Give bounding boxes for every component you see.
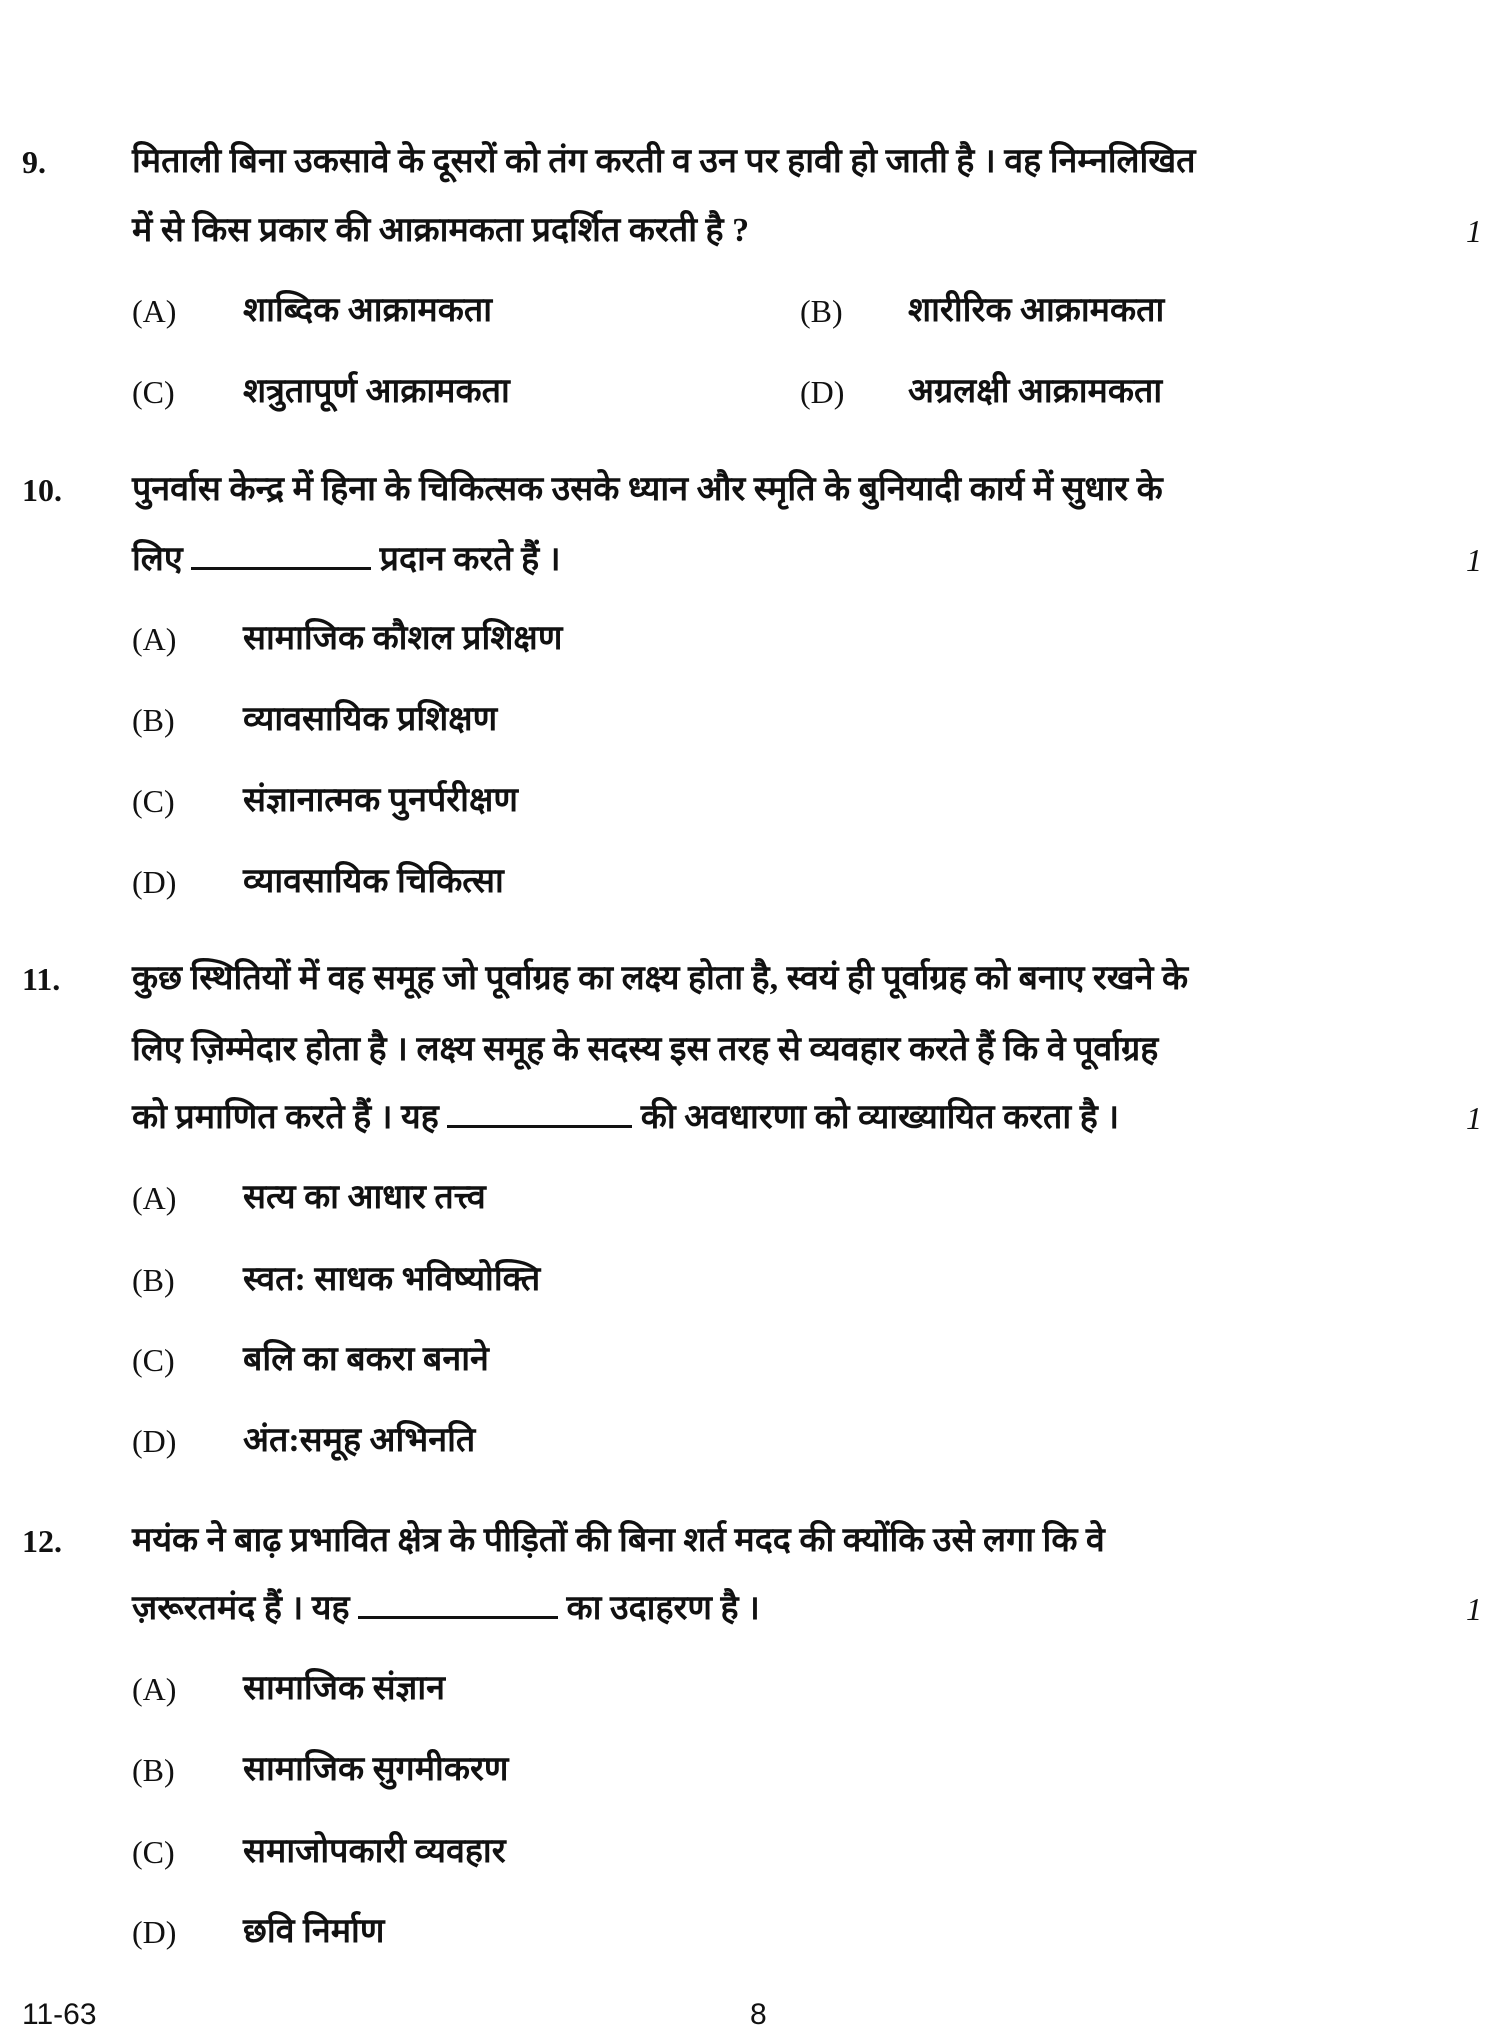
option-label: (A) <box>132 293 177 329</box>
option-label: (B) <box>132 1262 175 1298</box>
option-label: (B) <box>132 1752 175 1788</box>
option-label: (C) <box>132 1342 175 1378</box>
option-text: बलि का बकरा बनाने <box>243 1341 489 1378</box>
option-label: (B) <box>800 293 843 329</box>
fill-blank <box>191 567 371 570</box>
marks: 1 <box>1466 1591 1482 1627</box>
option-text: सामाजिक सुगमीकरण <box>243 1751 509 1788</box>
question-text: मिताली बिना उकसावे के दूसरों को तंग करती व उन पर हावी हो जाती है । वह निम्नलिखित <box>132 143 1196 180</box>
question-text: कुछ स्थितियों में वह समूह जो पूर्वाग्रह का लक्ष्य होता है, स्वयं ही पूर्वाग्रह को बनाए रखने के <box>132 960 1189 997</box>
option-label: (A) <box>132 621 177 657</box>
option-label: (D) <box>800 374 845 410</box>
question-text <box>132 1587 760 1631</box>
question-number: 10. <box>22 472 62 508</box>
text-segment: का उदाहरण है । <box>566 1590 760 1627</box>
page-number: 8 <box>750 1998 767 2031</box>
option-text: अंत:समूह अभिनति <box>243 1422 476 1459</box>
option-text: शत्रुतापूर्ण आक्रामकता <box>243 373 510 410</box>
fill-blank <box>447 1125 632 1128</box>
text-segment: ज़रूरतमंद हैं । यह <box>132 1590 350 1627</box>
option-text: अग्रलक्षी आक्रामकता <box>908 373 1163 410</box>
option-text: छवि निर्माण <box>243 1913 385 1950</box>
text-segment: लिए <box>132 541 183 578</box>
option-text: सामाजिक कौशल प्रशिक्षण <box>243 620 563 657</box>
option-label: (C) <box>132 374 175 410</box>
option-label: (D) <box>132 1423 177 1459</box>
option-label: (C) <box>132 1834 175 1870</box>
option-text: शाब्दिक आक्रामकता <box>243 292 493 329</box>
option-text: व्यावसायिक प्रशिक्षण <box>243 701 498 738</box>
option-text: शारीरिक आक्रामकता <box>908 292 1165 329</box>
text-segment: को प्रमाणित करते हैं । यह <box>132 1099 439 1136</box>
option-text: सत्य का आधार तत्त्व <box>243 1179 486 1216</box>
option-label: (A) <box>132 1671 177 1707</box>
option-text: सामाजिक संज्ञान <box>243 1670 446 1707</box>
question-text <box>132 1096 1119 1140</box>
text-segment: की अवधारणा को व्याख्यायित करता है । <box>640 1099 1120 1136</box>
option-label: (D) <box>132 1914 177 1950</box>
option-text: संज्ञानात्मक पुनर्परीक्षण <box>243 782 518 819</box>
option-text: स्वत: साधक भविष्योक्ति <box>243 1261 541 1298</box>
option-label: (D) <box>132 864 177 900</box>
question-number: 12. <box>22 1523 62 1559</box>
marks: 1 <box>1466 213 1482 249</box>
question-number: 11. <box>22 961 61 997</box>
paper-code: 11-63 <box>22 1998 97 2031</box>
option-text: समाजोपकारी व्यवहार <box>243 1833 506 1870</box>
question-number: 9. <box>22 144 46 180</box>
marks: 1 <box>1466 1100 1482 1136</box>
option-label: (B) <box>132 702 175 738</box>
option-label: (A) <box>132 1180 177 1216</box>
text-segment: प्रदान करते हैं । <box>379 541 561 578</box>
question-text: पुनर्वास केन्द्र में हिना के चिकित्सक उसके ध्यान और स्मृति के बुनियादी कार्य में सुधार के <box>132 471 1163 508</box>
question-text: में से किस प्रकार की आक्रामकता प्रदर्शित करती है ? <box>132 212 750 249</box>
option-text: व्यावसायिक चिकित्सा <box>243 863 504 900</box>
option-label: (C) <box>132 783 175 819</box>
question-text <box>132 538 561 582</box>
question-text: लिए ज़िम्मेदार होता है । लक्ष्य समूह के सदस्य इस तरह से व्यवहार करते हैं कि वे पूर्वाग्रह <box>132 1031 1159 1068</box>
fill-blank <box>358 1616 558 1619</box>
marks: 1 <box>1466 542 1482 578</box>
question-text: मयंक ने बाढ़ प्रभावित क्षेत्र के पीड़ितों की बिना शर्त मदद की क्योंकि उसे लगा कि वे <box>132 1522 1105 1559</box>
